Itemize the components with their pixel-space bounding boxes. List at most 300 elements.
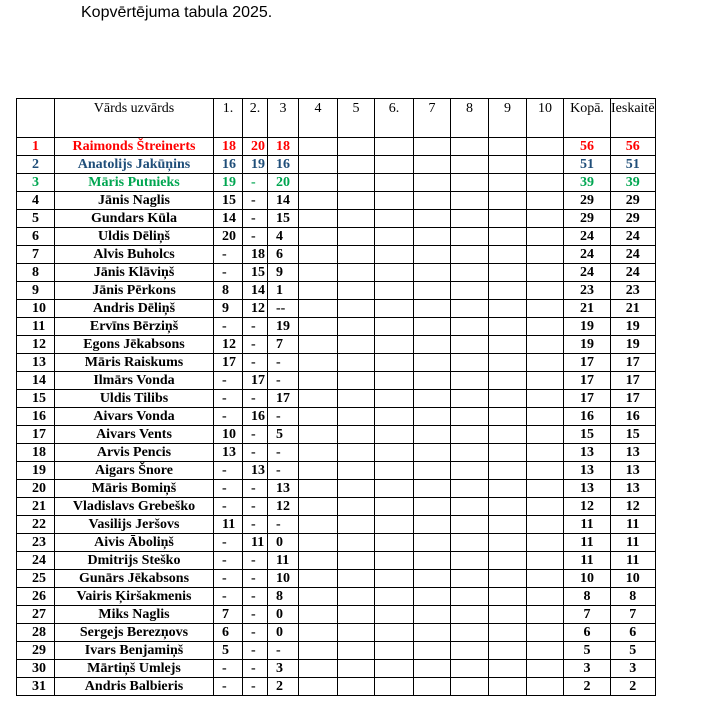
stage-8-score — [451, 642, 489, 660]
stage-6-score — [375, 534, 414, 552]
stage-4-score — [299, 228, 338, 246]
player-name: Arvis Pencis — [55, 444, 214, 462]
stage-5-score — [338, 480, 375, 498]
stage-4-score — [299, 624, 338, 642]
stage-8-score — [451, 192, 489, 210]
header-stage-2: 2. — [243, 99, 268, 138]
stage-4-score — [299, 444, 338, 462]
total-points: 24 — [564, 246, 611, 264]
stage-9-score — [489, 606, 527, 624]
stage-8-score — [451, 588, 489, 606]
stage-10-score — [527, 624, 564, 642]
stage-2-score: - — [243, 642, 268, 660]
stage-8-score — [451, 606, 489, 624]
stage-5-score — [338, 408, 375, 426]
row-number: 2 — [17, 156, 55, 174]
stage-7-score — [414, 228, 451, 246]
stage-8-score — [451, 138, 489, 156]
player-name: Uldis Tilibs — [55, 390, 214, 408]
stage-10-score — [527, 354, 564, 372]
total-points: 13 — [564, 480, 611, 498]
table-row — [17, 516, 656, 534]
player-name: Vasilijs Jeršovs — [55, 516, 214, 534]
header-credit: Ieskaitē — [611, 99, 656, 138]
stage-4-score — [299, 210, 338, 228]
stage-7-score — [414, 624, 451, 642]
player-name: Dmitrijs Steško — [55, 552, 214, 570]
stage-8-score — [451, 390, 489, 408]
total-points: 23 — [564, 282, 611, 300]
stage-6-score — [375, 282, 414, 300]
table-row — [17, 390, 656, 408]
header-stage-7: 7 — [414, 99, 451, 138]
row-number: 24 — [17, 552, 55, 570]
stage-10-score — [527, 534, 564, 552]
stage-4-score — [299, 138, 338, 156]
row-number: 27 — [17, 606, 55, 624]
stage-1-score: - — [214, 390, 243, 408]
stage-7-score — [414, 336, 451, 354]
stage-1-score: - — [214, 264, 243, 282]
stage-2-score: - — [243, 480, 268, 498]
stage-3-score: 1 — [268, 282, 299, 300]
table-row — [17, 426, 656, 444]
header-stage-1: 1. — [214, 99, 243, 138]
total-points: 2 — [564, 678, 611, 696]
stage-1-score: 6 — [214, 624, 243, 642]
stage-1-score: - — [214, 408, 243, 426]
stage-6-score — [375, 246, 414, 264]
stage-9-score — [489, 192, 527, 210]
player-name: Ivars Benjamiņš — [55, 642, 214, 660]
stage-8-score — [451, 372, 489, 390]
stage-3-score: 8 — [268, 588, 299, 606]
row-number: 29 — [17, 642, 55, 660]
stage-5-score — [338, 426, 375, 444]
stage-5-score — [338, 138, 375, 156]
player-name: Jānis Naglis — [55, 192, 214, 210]
credit-points: 15 — [611, 426, 656, 444]
stage-5-score — [338, 354, 375, 372]
row-number: 25 — [17, 570, 55, 588]
stage-6-score — [375, 192, 414, 210]
stage-10-score — [527, 552, 564, 570]
stage-3-score: 2 — [268, 678, 299, 696]
stage-5-score — [338, 678, 375, 696]
table-row — [17, 552, 656, 570]
player-name: Ilmārs Vonda — [55, 372, 214, 390]
total-points: 19 — [564, 318, 611, 336]
stage-3-score: 5 — [268, 426, 299, 444]
stage-10-score — [527, 390, 564, 408]
stage-7-score — [414, 138, 451, 156]
stage-5-score — [338, 552, 375, 570]
stage-2-score: 16 — [243, 408, 268, 426]
stage-9-score — [489, 516, 527, 534]
row-number: 26 — [17, 588, 55, 606]
stage-6-score — [375, 570, 414, 588]
stage-2-score: 17 — [243, 372, 268, 390]
stage-7-score — [414, 354, 451, 372]
stage-10-score — [527, 606, 564, 624]
stage-1-score: - — [214, 570, 243, 588]
stage-8-score — [451, 354, 489, 372]
credit-points: 19 — [611, 336, 656, 354]
stage-4-score — [299, 660, 338, 678]
stage-5-score — [338, 516, 375, 534]
player-name: Vladislavs Grebeško — [55, 498, 214, 516]
stage-6-score — [375, 678, 414, 696]
stage-3-score: 14 — [268, 192, 299, 210]
stage-4-score — [299, 606, 338, 624]
credit-points: 21 — [611, 300, 656, 318]
stage-10-score — [527, 642, 564, 660]
stage-7-score — [414, 570, 451, 588]
stage-9-score — [489, 282, 527, 300]
stage-10-score — [527, 570, 564, 588]
stage-2-score: - — [243, 426, 268, 444]
stage-9-score — [489, 336, 527, 354]
stage-8-score — [451, 282, 489, 300]
stage-3-score: 10 — [268, 570, 299, 588]
stage-10-score — [527, 246, 564, 264]
stage-6-score — [375, 156, 414, 174]
total-points: 16 — [564, 408, 611, 426]
stage-4-score — [299, 174, 338, 192]
stage-2-score: - — [243, 624, 268, 642]
stage-8-score — [451, 156, 489, 174]
stage-9-score — [489, 624, 527, 642]
stage-8-score — [451, 498, 489, 516]
table-row — [17, 372, 656, 390]
stage-3-score: 6 — [268, 246, 299, 264]
stage-5-score — [338, 570, 375, 588]
row-number: 17 — [17, 426, 55, 444]
credit-points: 17 — [611, 354, 656, 372]
stage-2-score: - — [243, 570, 268, 588]
stage-2-score: - — [243, 678, 268, 696]
total-points: 17 — [564, 354, 611, 372]
stage-4-score — [299, 192, 338, 210]
table-row — [17, 498, 656, 516]
stage-1-score: 9 — [214, 300, 243, 318]
player-name: Andris Balbieris — [55, 678, 214, 696]
credit-points: 29 — [611, 210, 656, 228]
stage-8-score — [451, 210, 489, 228]
credit-points: 17 — [611, 372, 656, 390]
table-row — [17, 228, 656, 246]
stage-2-score: 20 — [243, 138, 268, 156]
stage-3-score: 15 — [268, 210, 299, 228]
stage-1-score: - — [214, 660, 243, 678]
header-stage-10: 10 — [527, 99, 564, 138]
stage-6-score — [375, 480, 414, 498]
stage-2-score: 18 — [243, 246, 268, 264]
stage-6-score — [375, 462, 414, 480]
stage-8-score — [451, 300, 489, 318]
stage-8-score — [451, 516, 489, 534]
document-title: Kopvērtējuma tabula 2025. — [81, 4, 273, 21]
stage-6-score — [375, 210, 414, 228]
stage-10-score — [527, 480, 564, 498]
total-points: 7 — [564, 606, 611, 624]
table-row — [17, 264, 656, 282]
stage-6-score — [375, 552, 414, 570]
player-name: Aivars Vonda — [55, 408, 214, 426]
stage-5-score — [338, 228, 375, 246]
stage-6-score — [375, 588, 414, 606]
stage-1-score: 12 — [214, 336, 243, 354]
credit-points: 24 — [611, 264, 656, 282]
stage-8-score — [451, 426, 489, 444]
stage-9-score — [489, 354, 527, 372]
stage-7-score — [414, 246, 451, 264]
stage-9-score — [489, 138, 527, 156]
stage-8-score — [451, 660, 489, 678]
total-points: 13 — [564, 444, 611, 462]
stage-5-score — [338, 606, 375, 624]
stage-2-score: - — [243, 318, 268, 336]
stage-10-score — [527, 372, 564, 390]
stage-7-score — [414, 408, 451, 426]
stage-9-score — [489, 264, 527, 282]
stage-7-score — [414, 606, 451, 624]
stage-5-score — [338, 300, 375, 318]
stage-6-score — [375, 624, 414, 642]
stage-5-score — [338, 264, 375, 282]
credit-points: 16 — [611, 408, 656, 426]
stage-9-score — [489, 174, 527, 192]
stage-9-score — [489, 390, 527, 408]
stage-10-score — [527, 516, 564, 534]
player-name: Alvis Buholcs — [55, 246, 214, 264]
header-row — [17, 99, 656, 138]
total-points: 24 — [564, 228, 611, 246]
stage-2-score: - — [243, 606, 268, 624]
stage-9-score — [489, 372, 527, 390]
credit-points: 39 — [611, 174, 656, 192]
total-points: 11 — [564, 534, 611, 552]
stage-4-score — [299, 354, 338, 372]
stage-1-score: 10 — [214, 426, 243, 444]
row-number: 20 — [17, 480, 55, 498]
header-stage-9: 9 — [489, 99, 527, 138]
stage-3-score: - — [268, 642, 299, 660]
stage-7-score — [414, 552, 451, 570]
credit-points: 3 — [611, 660, 656, 678]
credit-points: 2 — [611, 678, 656, 696]
credit-points: 12 — [611, 498, 656, 516]
table-row — [17, 660, 656, 678]
stage-5-score — [338, 660, 375, 678]
player-name: Māris Raiskums — [55, 354, 214, 372]
player-name: Gundars Kūla — [55, 210, 214, 228]
stage-9-score — [489, 426, 527, 444]
table-row — [17, 300, 656, 318]
stage-2-score: - — [243, 588, 268, 606]
header-stage-8: 8 — [451, 99, 489, 138]
stage-3-score: - — [268, 462, 299, 480]
stage-7-score — [414, 210, 451, 228]
stage-8-score — [451, 480, 489, 498]
player-name: Jānis Klāviņš — [55, 264, 214, 282]
stage-4-score — [299, 390, 338, 408]
stage-3-score: 9 — [268, 264, 299, 282]
total-points: 11 — [564, 552, 611, 570]
row-number: 16 — [17, 408, 55, 426]
stage-2-score: - — [243, 354, 268, 372]
total-points: 12 — [564, 498, 611, 516]
stage-1-score: 16 — [214, 156, 243, 174]
player-name: Sergejs Berezņovs — [55, 624, 214, 642]
credit-points: 13 — [611, 462, 656, 480]
stage-1-score: - — [214, 372, 243, 390]
table-row — [17, 444, 656, 462]
stage-2-score: 13 — [243, 462, 268, 480]
stage-2-score: 15 — [243, 264, 268, 282]
table-row — [17, 642, 656, 660]
stage-5-score — [338, 390, 375, 408]
stage-5-score — [338, 210, 375, 228]
stage-9-score — [489, 228, 527, 246]
row-number: 10 — [17, 300, 55, 318]
stage-8-score — [451, 552, 489, 570]
row-number: 13 — [17, 354, 55, 372]
stage-10-score — [527, 156, 564, 174]
stage-9-score — [489, 570, 527, 588]
row-number: 21 — [17, 498, 55, 516]
stage-4-score — [299, 282, 338, 300]
stage-2-score: - — [243, 192, 268, 210]
stage-7-score — [414, 300, 451, 318]
credit-points: 11 — [611, 552, 656, 570]
credit-points: 6 — [611, 624, 656, 642]
stage-10-score — [527, 678, 564, 696]
table-row — [17, 336, 656, 354]
stage-10-score — [527, 498, 564, 516]
stage-8-score — [451, 246, 489, 264]
total-points: 19 — [564, 336, 611, 354]
stage-10-score — [527, 318, 564, 336]
stage-8-score — [451, 336, 489, 354]
stage-3-score: 19 — [268, 318, 299, 336]
total-points: 29 — [564, 210, 611, 228]
stage-8-score — [451, 678, 489, 696]
total-points: 6 — [564, 624, 611, 642]
total-points: 17 — [564, 390, 611, 408]
stage-6-score — [375, 498, 414, 516]
row-number: 15 — [17, 390, 55, 408]
stage-4-score — [299, 642, 338, 660]
player-name: Egons Jēkabsons — [55, 336, 214, 354]
stage-3-score: -- — [268, 300, 299, 318]
stage-10-score — [527, 408, 564, 426]
stage-1-score: 8 — [214, 282, 243, 300]
stage-7-score — [414, 516, 451, 534]
total-points: 3 — [564, 660, 611, 678]
stage-7-score — [414, 174, 451, 192]
stage-3-score: 12 — [268, 498, 299, 516]
stage-9-score — [489, 210, 527, 228]
row-number: 8 — [17, 264, 55, 282]
stage-10-score — [527, 192, 564, 210]
header-name: Vārds uzvārds — [55, 99, 214, 138]
stage-4-score — [299, 408, 338, 426]
total-points: 29 — [564, 192, 611, 210]
stage-3-score: - — [268, 372, 299, 390]
stage-2-score: - — [243, 498, 268, 516]
stage-9-score — [489, 642, 527, 660]
credit-points: 29 — [611, 192, 656, 210]
stage-4-score — [299, 534, 338, 552]
player-name: Andris Dēliņš — [55, 300, 214, 318]
table-row — [17, 318, 656, 336]
stage-6-score — [375, 318, 414, 336]
total-points: 51 — [564, 156, 611, 174]
stage-5-score — [338, 498, 375, 516]
row-number: 12 — [17, 336, 55, 354]
stage-7-score — [414, 390, 451, 408]
table-row — [17, 408, 656, 426]
stage-4-score — [299, 570, 338, 588]
player-name: Raimonds Štreinerts — [55, 138, 214, 156]
stage-6-score — [375, 300, 414, 318]
stage-7-score — [414, 156, 451, 174]
stage-8-score — [451, 318, 489, 336]
stage-7-score — [414, 678, 451, 696]
player-name: Aivars Vents — [55, 426, 214, 444]
stage-3-score: 11 — [268, 552, 299, 570]
player-name: Vairis Ķiršakmenis — [55, 588, 214, 606]
stage-2-score: 11 — [243, 534, 268, 552]
stage-3-score: - — [268, 354, 299, 372]
stage-6-score — [375, 174, 414, 192]
stage-7-score — [414, 642, 451, 660]
stage-4-score — [299, 498, 338, 516]
stage-10-score — [527, 264, 564, 282]
credit-points: 51 — [611, 156, 656, 174]
stage-7-score — [414, 534, 451, 552]
stage-6-score — [375, 336, 414, 354]
stage-3-score: 3 — [268, 660, 299, 678]
stage-10-score — [527, 282, 564, 300]
stage-2-score: - — [243, 228, 268, 246]
stage-8-score — [451, 570, 489, 588]
stage-5-score — [338, 174, 375, 192]
standings-table — [16, 98, 656, 696]
stage-3-score: 0 — [268, 606, 299, 624]
stage-7-score — [414, 480, 451, 498]
credit-points: 11 — [611, 534, 656, 552]
header-stage-3: 3 — [268, 99, 299, 138]
stage-7-score — [414, 498, 451, 516]
stage-6-score — [375, 138, 414, 156]
stage-4-score — [299, 516, 338, 534]
stage-10-score — [527, 336, 564, 354]
table-row — [17, 138, 656, 156]
stage-4-score — [299, 462, 338, 480]
stage-2-score: - — [243, 660, 268, 678]
table-row — [17, 606, 656, 624]
table-row — [17, 588, 656, 606]
table-row — [17, 210, 656, 228]
stage-9-score — [489, 462, 527, 480]
stage-1-score: - — [214, 552, 243, 570]
stage-8-score — [451, 534, 489, 552]
row-number: 7 — [17, 246, 55, 264]
stage-8-score — [451, 408, 489, 426]
player-name: Ervīns Bērziņš — [55, 318, 214, 336]
